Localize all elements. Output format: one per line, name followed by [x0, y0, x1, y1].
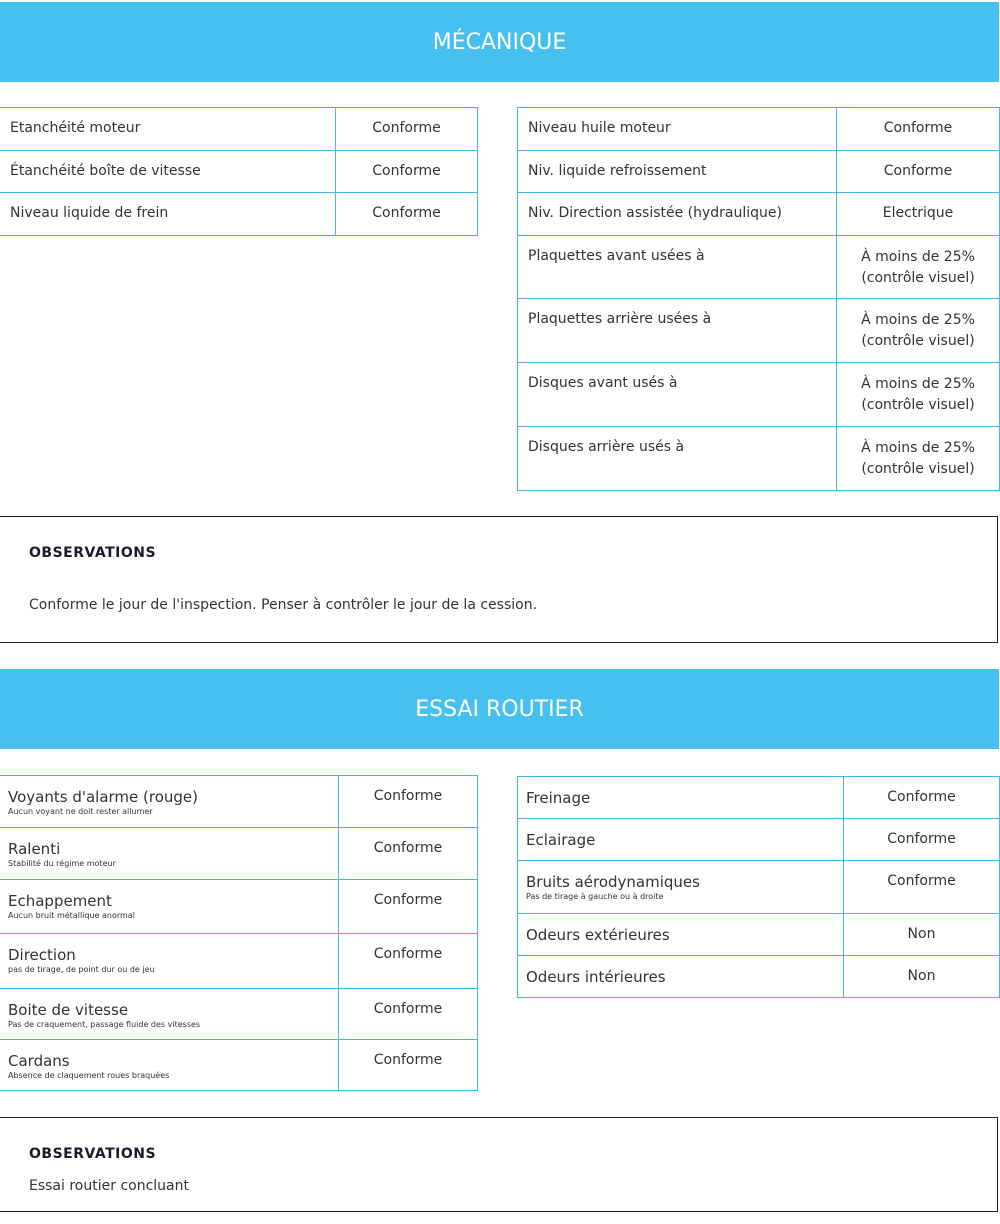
value-line: À moins de 25%: [861, 312, 975, 328]
row-label: Plaquettes avant usées à: [518, 236, 837, 299]
section-header-mecanique: [0, 2, 999, 82]
observations-text: Conforme le jour de l'inspection. Penser à contrôler le jour de la cession.: [29, 597, 538, 613]
row-value: Conforme: [339, 989, 478, 1040]
row-value: Electrique: [837, 193, 1000, 236]
table-row: [0, 193, 478, 236]
table-row: [518, 956, 1000, 998]
row-value: [837, 236, 1000, 299]
table-row: [0, 934, 478, 989]
section-title: MÉCANIQUE: [432, 29, 567, 55]
row-label-cell: [0, 934, 339, 989]
value-note: (contrôle visuel): [861, 397, 975, 413]
section-header-essai-routier: [0, 669, 999, 749]
row-label: Etanchéité moteur: [0, 108, 336, 151]
row-label-cell: [0, 880, 339, 934]
table-row: [518, 108, 1000, 151]
table-row: [0, 776, 478, 828]
row-value: Conforme: [339, 1040, 478, 1091]
row-label-cell: [518, 777, 844, 819]
row-label-cell: [0, 1040, 339, 1091]
row-label: Disques avant usés à: [518, 363, 837, 427]
row-label-cell: [0, 776, 339, 828]
value-line: À moins de 25%: [861, 376, 975, 392]
observations-box-mecanique: [0, 516, 998, 643]
row-label-cell: [0, 828, 339, 880]
row-hint: Stabilité du régime moteur: [8, 859, 116, 868]
row-value: Conforme: [339, 934, 478, 989]
mecanique-right-table: [517, 107, 1000, 491]
row-value: [837, 363, 1000, 427]
table-row: [518, 299, 1000, 363]
row-value: Conforme: [844, 861, 1000, 914]
row-label: Niv. liquide refroissement: [518, 151, 837, 193]
mecanique-left-table: [0, 107, 478, 236]
observations-text: Essai routier concluant: [29, 1178, 189, 1194]
table-row: [518, 427, 1000, 491]
row-label: Odeurs intérieures: [526, 968, 666, 986]
row-value: Conforme: [339, 776, 478, 828]
row-label: Odeurs extérieures: [526, 926, 670, 944]
row-label: Ralenti: [8, 840, 61, 858]
table-row: [518, 819, 1000, 861]
table-row: [0, 108, 478, 151]
row-value: Conforme: [844, 819, 1000, 861]
row-value: Non: [844, 956, 1000, 998]
table-row: [518, 193, 1000, 236]
row-value: Non: [844, 914, 1000, 956]
observations-title: OBSERVATIONS: [29, 1146, 157, 1162]
table-row: [0, 151, 478, 193]
table-row: [518, 151, 1000, 193]
row-hint: Absence de claquement roues braquées: [8, 1071, 170, 1080]
table-row: [0, 828, 478, 880]
row-label: Direction: [8, 946, 76, 964]
row-value: Conforme: [844, 777, 1000, 819]
row-label: Boite de vitesse: [8, 1001, 129, 1019]
row-value: Conforme: [339, 880, 478, 934]
section-title: ESSAI ROUTIER: [415, 696, 584, 722]
row-label-cell: [518, 861, 844, 914]
row-hint: Aucun voyant ne doit rester allumer: [8, 807, 153, 816]
table-row: [518, 236, 1000, 299]
row-label: Plaquettes arrière usées à: [518, 299, 837, 363]
row-hint: pas de tirage, de point dur ou de jeu: [8, 965, 155, 974]
table-row: [0, 989, 478, 1040]
value-note: (contrôle visuel): [861, 270, 975, 286]
observations-box-essai: [0, 1117, 998, 1212]
table-row: [0, 880, 478, 934]
row-value: Conforme: [339, 828, 478, 880]
row-label: Echappement: [8, 892, 112, 910]
row-value: [837, 299, 1000, 363]
row-value: Conforme: [336, 108, 478, 151]
table-row: [518, 777, 1000, 819]
row-label: Eclairage: [526, 831, 596, 849]
row-value: Conforme: [336, 151, 478, 193]
row-label: Bruits aérodynamiques: [526, 873, 700, 891]
row-hint: Pas de tirage à gauche ou à droite: [526, 892, 664, 901]
table-row: [518, 914, 1000, 956]
row-hint: Aucun bruit métallique anormal: [8, 911, 135, 920]
value-note: (contrôle visuel): [861, 333, 975, 349]
row-label: Étanchéité boîte de vitesse: [0, 151, 336, 193]
value-line: À moins de 25%: [861, 249, 975, 265]
row-label-cell: [518, 956, 844, 998]
row-label: Freinage: [526, 789, 591, 807]
table-row: [0, 1040, 478, 1091]
row-label: Voyants d'alarme (rouge): [8, 788, 198, 806]
value-note: (contrôle visuel): [861, 461, 975, 477]
row-value: Conforme: [336, 193, 478, 236]
row-label: Niveau huile moteur: [518, 108, 837, 151]
row-label: Disques arrière usés à: [518, 427, 837, 491]
essai-left-table: [0, 775, 478, 1091]
row-value: Conforme: [837, 151, 1000, 193]
row-label: Cardans: [8, 1052, 70, 1070]
row-label: Niveau liquide de frein: [0, 193, 336, 236]
row-label: Niv. Direction assistée (hydraulique): [518, 193, 837, 236]
value-line: À moins de 25%: [861, 440, 975, 456]
row-value: Conforme: [837, 108, 1000, 151]
row-label-cell: [0, 989, 339, 1040]
row-hint: Pas de craquement, passage fluide des vitesses: [8, 1020, 201, 1029]
row-label-cell: [518, 914, 844, 956]
observations-title: OBSERVATIONS: [29, 545, 157, 561]
table-row: [518, 363, 1000, 427]
row-value: [837, 427, 1000, 491]
table-row: [518, 861, 1000, 914]
row-label-cell: [518, 819, 844, 861]
essai-right-table: [517, 776, 1000, 998]
